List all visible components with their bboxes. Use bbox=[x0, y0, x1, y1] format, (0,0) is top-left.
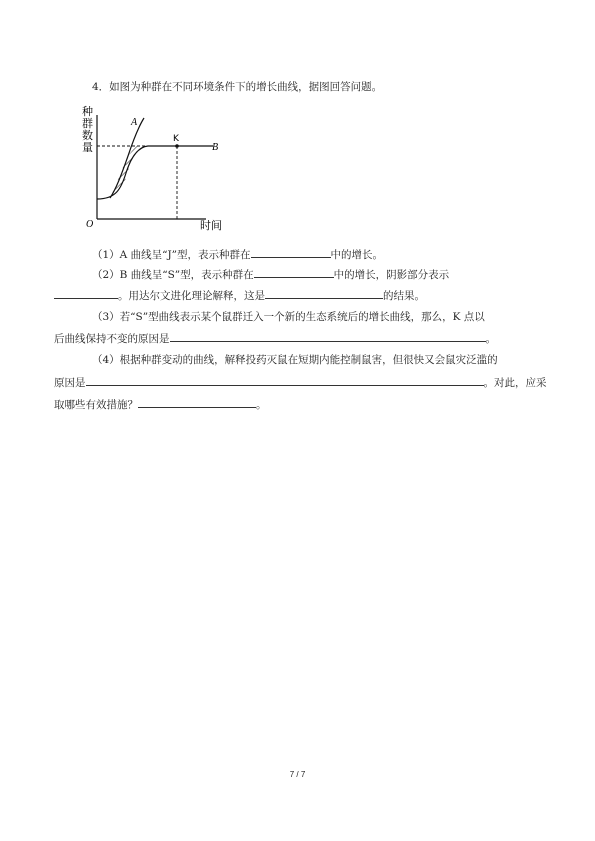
part-4-line-3: 取哪些有效措施？ 。 bbox=[54, 396, 267, 412]
part-4-line-1: （4）根据种群变动的曲线，解释投药灭鼠在短期内能控制鼠害，但很快又会鼠灾泛滥的 bbox=[92, 354, 498, 366]
curve-b-label: B bbox=[212, 142, 219, 153]
part-4-line-2: 原因是 。对此，应采 bbox=[54, 374, 547, 390]
question-title: 4．如图为种群在不同环境条件下的增长曲线，据图回答问题。 bbox=[92, 81, 383, 93]
answer-blank-4a[interactable] bbox=[86, 374, 484, 386]
part-2-line-1: （2）B 曲线呈“S”型，表示种群在 中的增长，阴影部分表示 bbox=[92, 266, 449, 282]
x-axis-label: 时间 bbox=[200, 219, 222, 231]
part-2-line-2: 。用达尔文进化理论解释，这是 的结果。 bbox=[54, 287, 425, 303]
y-label-char-2: 群 bbox=[82, 117, 93, 130]
answer-blank-2c[interactable] bbox=[265, 287, 383, 299]
j-curve bbox=[110, 118, 144, 198]
k-point bbox=[175, 144, 179, 148]
y-label-char-4: 量 bbox=[82, 141, 93, 154]
part-3-line-1: （3）若“S”型曲线表示某个鼠群迁入一个新的生态系统后的增长曲线，那么，K 点以 bbox=[92, 311, 485, 323]
answer-blank-4b[interactable] bbox=[138, 396, 256, 408]
answer-blank-2b[interactable] bbox=[54, 287, 118, 299]
answer-blank-2a[interactable] bbox=[254, 266, 334, 278]
part-3-line-2: 后曲线保持不变的原因是 。 bbox=[54, 330, 496, 346]
y-label-char-1: 种 bbox=[82, 105, 93, 118]
part-1: （1）A 曲线呈“J”型，表示种群在 中的增长。 bbox=[92, 246, 383, 262]
k-label: K bbox=[173, 134, 179, 144]
y-label-char-3: 数 bbox=[82, 129, 93, 142]
population-growth-figure bbox=[76, 101, 236, 231]
shaded-area bbox=[110, 146, 177, 198]
answer-blank-1[interactable] bbox=[251, 246, 331, 258]
origin-label: O bbox=[86, 219, 94, 230]
curve-a-label: A bbox=[131, 117, 138, 128]
page-number: 7 / 7 bbox=[289, 770, 306, 779]
answer-blank-3[interactable] bbox=[170, 330, 486, 342]
